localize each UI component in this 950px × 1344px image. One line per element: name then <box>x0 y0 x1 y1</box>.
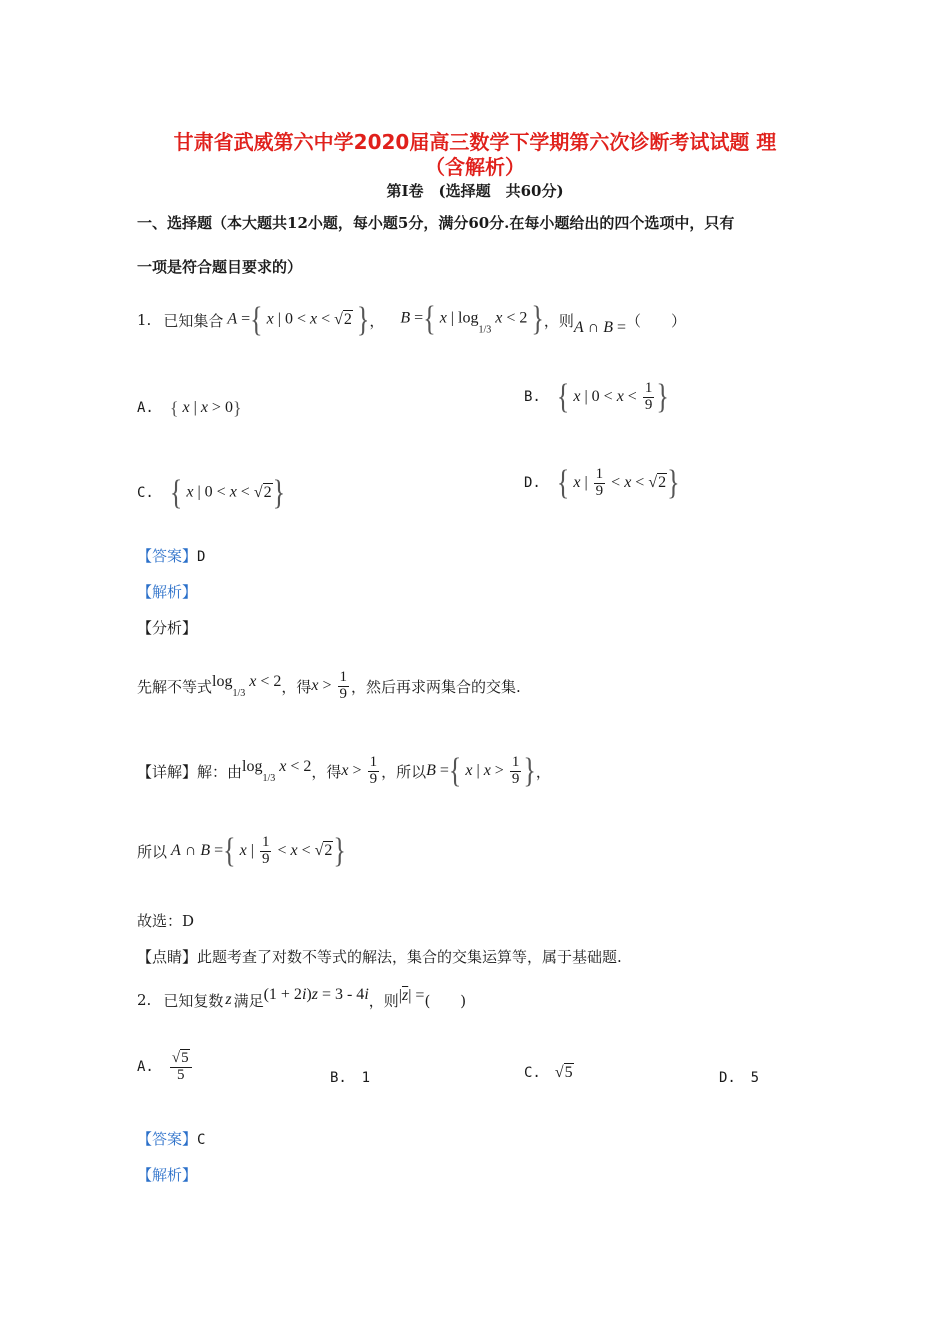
log-inequality: $\log_{1/3} x < 2$ <box>212 673 282 699</box>
q2-option-d[interactable] <box>719 1068 759 1086</box>
question-2-stem <box>137 980 466 1020</box>
q1-xiangjie <box>137 745 551 797</box>
q2-option-b[interactable] <box>330 1068 370 1086</box>
text: ，得 <box>281 677 312 696</box>
q1-option-b[interactable] <box>524 372 669 422</box>
q1-jiexi-tag: 【解析】 <box>137 583 198 601</box>
text: ，得 <box>311 762 342 781</box>
answer-tag: 【答案】 <box>137 1130 198 1148</box>
answer-value: C <box>197 1132 206 1148</box>
option-label: A. <box>137 1059 154 1075</box>
stem-then: ，则 <box>543 311 574 330</box>
text: ，然后再求两集合的交集. <box>351 677 521 696</box>
q1-conclusion <box>137 825 346 877</box>
q1-option-c[interactable] <box>137 470 285 516</box>
option-label: C. <box>137 485 154 501</box>
answer-blank: （ ） <box>626 311 687 330</box>
x-inequality: x > $\frac{1}{9}$ <box>311 668 348 702</box>
stem-comma: ， <box>369 311 385 330</box>
stem-text: 已知集合 <box>163 311 224 330</box>
option-d-expression: { x | $\frac{1}{9}$ < x < √2} <box>556 462 680 502</box>
dianjing-tag: 【点睛】 <box>137 948 198 966</box>
x-inequality: x > $\frac{1}{9}$ <box>341 753 378 787</box>
question-1-stem <box>137 297 686 343</box>
option-label: B. <box>330 1070 347 1086</box>
variable-z: z <box>225 991 232 1008</box>
stem-text: 已知复数 <box>163 991 224 1010</box>
option-label: D. <box>719 1070 736 1086</box>
text: ， <box>535 762 551 781</box>
document-title-line2: （含解析） <box>425 155 525 179</box>
intersection-result: A ∩ B ={ x | $\frac{1}{9}$ < x < √2} <box>171 830 346 870</box>
stem-text: 满足 <box>233 991 264 1010</box>
complex-equation: (1 + 2i)z = 3 - 4i <box>263 986 369 1003</box>
option-label: B. <box>524 389 541 405</box>
option-c-expression: { x | 0 < x < √2} <box>169 472 286 512</box>
set-B-result: B ={ x | x > $\frac{1}{9}$ } <box>426 750 536 790</box>
option-b-value: 1 <box>361 1070 371 1086</box>
q2-answer <box>137 1128 205 1149</box>
q1-fenxi-text <box>137 660 521 712</box>
option-a-expression: { x | x > 0} <box>169 397 242 418</box>
q1-choice: 故选：D <box>137 912 195 930</box>
option-a-expression: $\frac{√5}{5}$ <box>168 1051 194 1084</box>
set-A-definition: A ={ x | 0 < x < √2 } <box>227 299 370 339</box>
xiangjie-tag: 【详解】 <box>137 762 198 781</box>
text: 解：由 <box>197 762 243 781</box>
q1-dianjing <box>137 946 622 967</box>
q1-fenxi-tag: 【分析】 <box>137 619 198 637</box>
q1-option-a[interactable] <box>137 385 242 431</box>
question-number: 1. <box>137 311 152 329</box>
part-heading-line2: 一项是符合题目要求的） <box>137 258 303 276</box>
set-B-definition: B ={ x | $\log_{1/3} x < 2$ } <box>400 298 544 339</box>
option-b-expression: { x | 0 < x < $\frac{1}{9}$ } <box>556 376 669 416</box>
section-heading: 第Ⅰ卷 (选择题 共60分) <box>386 182 564 200</box>
option-d-value: 5 <box>750 1070 760 1086</box>
log-inequality: $\log_{1/3} x < 2$ <box>242 758 312 784</box>
text: 所以 <box>137 842 168 861</box>
option-label: A. <box>137 400 154 416</box>
text: 先解不等式 <box>137 677 213 696</box>
text: ，所以 <box>381 762 427 781</box>
q1-option-d[interactable] <box>524 458 680 508</box>
q2-option-a[interactable] <box>137 1042 194 1092</box>
answer-blank: ( ) <box>424 991 467 1010</box>
document-title-line1: 甘肃省武威第六中学2020届高三数学下学期第六次诊断考试试题 理 <box>173 130 777 154</box>
text: 此题考查了对数不等式的解法，集合的交集运算等，属于基础题. <box>197 948 622 966</box>
question-number: 2. <box>137 991 152 1009</box>
part-heading-line1: 一、选择题（本大题共12小题，每小题5分，满分60分.在每小题给出的四个选项中，只有 <box>137 214 735 232</box>
stem-then: ，则 <box>368 991 399 1010</box>
modulus-z-bar: $|\overline{z}|$ = <box>398 987 425 1004</box>
q2-jiexi-tag: 【解析】 <box>137 1166 198 1184</box>
q1-answer <box>137 545 205 566</box>
answer-value: D <box>197 549 206 565</box>
option-label: D. <box>524 475 541 491</box>
option-label: C. <box>524 1065 541 1082</box>
intersection-expression: A ∩ B = <box>573 319 627 336</box>
answer-tag: 【答案】 <box>137 547 198 565</box>
option-c-expression: √5 <box>554 1064 573 1082</box>
q2-option-c[interactable] <box>524 1064 574 1082</box>
